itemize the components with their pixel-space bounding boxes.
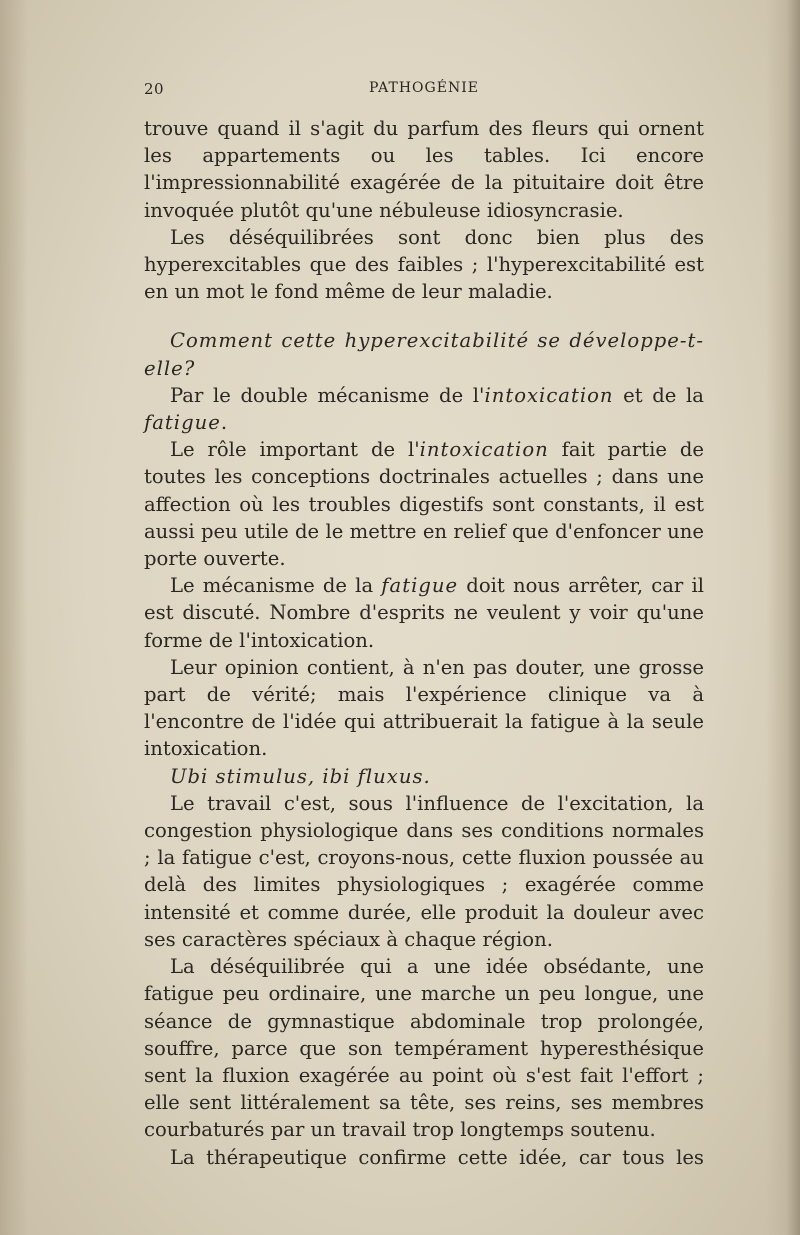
paragraph: Le mécanisme de la fatigue doit nous arrêter, car il est discuté. Nombre d'esprits ne veulent y voir qu'une forme de l'intoxication.	[144, 574, 704, 652]
paragraph: La déséquilibrée qui a une idée obsédante, une fatigue peu ordinaire, une marche un peu longue, une séance de gymnastique abdominale trop prolongée, souffre, parce que son tempérament hyperesthésique sent la fluxion exagérée au point où s'est fait l'effort ; elle sent littéralement sa tête, ses reins, ses membres courbaturés par un travail trop longtemps soutenu.	[144, 955, 704, 1142]
paragraph: Le travail c'est, sous l'influence de l'excitation, la congestion physiologique dans ses conditions normales ; la fatigue c'est, croyons-nous, cette fluxion poussée au delà des limites physiologiques ; exagérée comme intensité et comme durée, elle produit la douleur avec ses caractères spéciaux à chaque région.	[144, 791, 704, 951]
italic-term: fatigue	[144, 411, 221, 435]
body-text	[144, 115, 704, 1171]
paragraph-latin-maxim	[144, 763, 704, 790]
paragraph: La thérapeutique confirme cette idée, car tous les	[170, 1145, 704, 1169]
page-header	[144, 80, 704, 104]
paragraph: Par le double mécanisme de l'intoxication et de la fatigue.	[144, 383, 704, 435]
page-edge-shadow-right	[766, 0, 800, 1235]
paragraph-question	[144, 327, 704, 381]
paragraph: Leur opinion contient, à n'en pas douter, une grosse part de vérité; mais l'expérience clinique va à l'encontre de l'idée qui attribuerait la fatigue à la seule intoxication.	[144, 655, 704, 761]
paragraph: trouve quand il s'agit du parfum des fleurs qui ornent les appartements ou les tables. Ici encore l'impressionnabilité exagérée de la pituitaire doit être invoquée plutôt qu'une nébuleuse idiosyncrasie.	[144, 117, 704, 222]
italic-term: fatigue	[381, 574, 459, 598]
page-edge-shadow-left	[0, 0, 28, 1235]
italic-term: intoxication	[484, 383, 614, 407]
italic-question: Comment cette hyperexcitabilité se développe-t-elle?	[144, 329, 704, 380]
page-number: 20	[144, 80, 165, 98]
paragraph: Le rôle important de l'intoxication fait partie de toutes les conceptions doctrinales actuelles ; dans une affection où les troubles digestifs sont constants, il est aussi peu utile de le mettre en relief que d'enfoncer une porte ouverte.	[144, 438, 705, 571]
running-title: PATHOGÉNIE	[369, 80, 479, 96]
italic-term: intoxication	[419, 438, 549, 462]
paragraph: Les déséquilibrées sont donc bien plus des hyperexcitables que des faibles ; l'hyperexcitabilité est en un mot le fond même de leur maladie.	[144, 225, 704, 304]
italic-maxim: Ubi stimulus, ibi fluxus.	[170, 764, 431, 788]
